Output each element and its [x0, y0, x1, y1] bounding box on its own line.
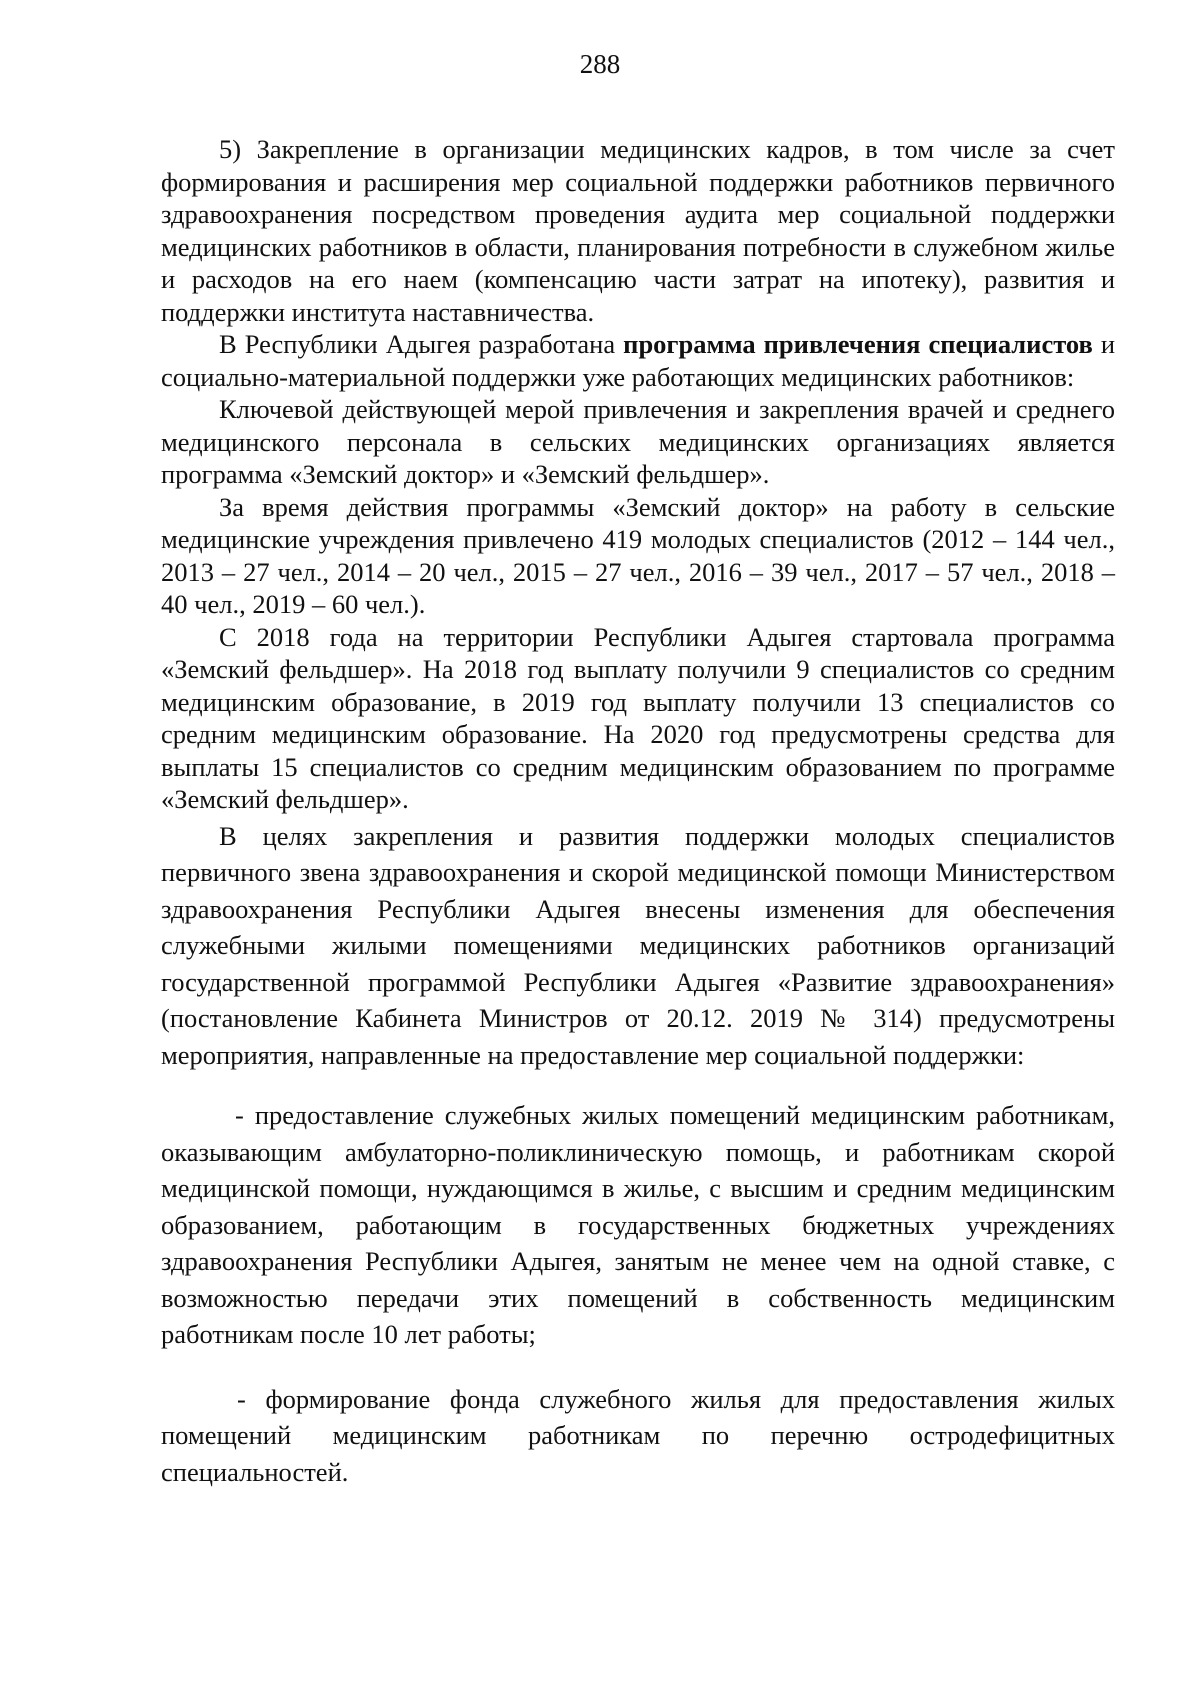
- document-body: [161, 133, 1115, 1490]
- page-number: 288: [579, 49, 621, 79]
- paragraph-2-bold-text: программа привлечения специалистов: [623, 329, 1093, 359]
- paragraph-5: С 2018 года на территории Республики Адыгея стартовала программа «Земский фельдшер». На 2018 год выплату получили 9 специалистов со средним медицинским образование, в 2019 год выплату получили 13 специалистов со средним медицинским образование. На 2020 год предусмотрены средства для выплаты 15 специалистов со средним медицинским образованием по программе «Земский фельдшер».: [161, 621, 1115, 814]
- paragraph-2-text-start: В Республики Адыгея разработана: [219, 329, 624, 359]
- bullet-item-1: - предоставление служебных жилых помещений медицинским работникам, оказывающим амбулаторно-поликлиническую помощь, и работникам скорой медицинской помощи, нуждающимся в жилье, с высшим и средним медицинским образованием, работающим в государственных бюджетных учреждениях здравоохранения Республики Адыгея, занятым не менее чем на одной ставке, с возможностью передачи этих помещений в собственность медицинским работникам после 10 лет работы;: [161, 1100, 1115, 1349]
- bullet-item-2: - формирование фонда служебного жилья для предоставления жилых помещений медицинским работникам по перечню остродефицитных специальностей.: [161, 1383, 1115, 1487]
- paragraph-4: За время действия программы «Земский доктор» на работу в сельские медицинские учреждения привлечено 419 молодых специалистов (2012 – 144 чел., 2013 – 27 чел., 2014 – 20 чел., 2015 – 27 чел., 2016 – 39 чел., 2017 – 57 чел., 2018 – 40 чел., 2019 – 60 чел.).: [161, 491, 1115, 619]
- paragraph-3: Ключевой действующей мерой привлечения и закрепления врачей и среднего медицинского персонала в сельских медицинских организациях является программа «Земский доктор» и «Земский фельдшер».: [161, 394, 1115, 489]
- paragraph-1: 5) Закрепление в организации медицинских кадров, в том числе за счет формирования и расширения мер социальной поддержки работников первичного здравоохранения посредством проведения аудита мер социальной поддержки медицинских работников в области, планирования потребности в служебном жилье и расходов на его наем (компенсацию части затрат на ипотеку), развития и поддержки института наставничества.: [161, 134, 1115, 327]
- paragraph-2-text-end: и социально-материальной поддержки уже работающих медицинских работников:: [161, 329, 1116, 392]
- paragraph-2: [161, 328, 1115, 393]
- paragraph-6: В целях закрепления и развития поддержки молодых специалистов первичного звена здравоохранения и скорой медицинской помощи Министерством здравоохранения Республики Адыгея внесены изменения для обеспечения служебными жилыми помещениями медицинских работников организаций государственной программой Республики Адыгея «Развитие здравоохранения» (постановление Кабинета Министров от 20.12. 2019 № 314) предусмотрены мероприятия, направленные на предоставление мер социальной поддержки:: [161, 820, 1115, 1070]
